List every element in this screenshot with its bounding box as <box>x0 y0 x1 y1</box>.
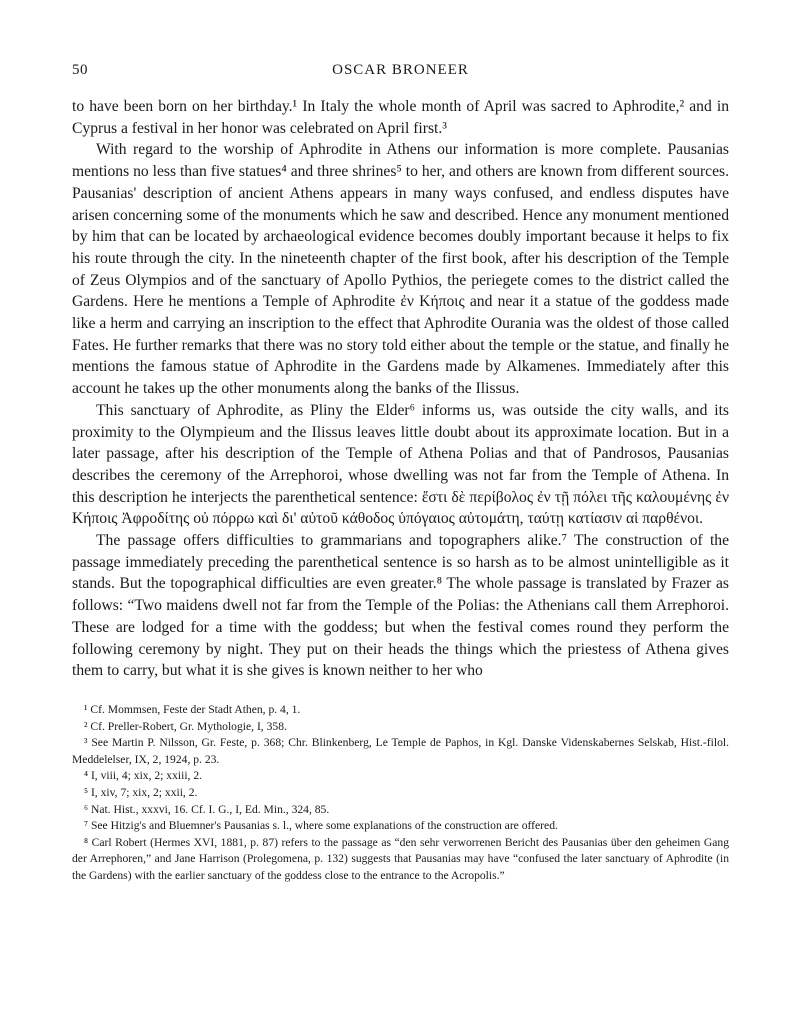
page-header <box>72 62 729 84</box>
footnote-4: ⁴ I, viii, 4; xix, 2; xxiii, 2. <box>84 769 203 783</box>
footnote-2: ² Cf. Preller-Robert, Gr. Mythologie, I, 358. <box>84 719 287 733</box>
paragraph-4: The passage offers difficulties to grammarians and topographers alike.⁷ The construction of the passage immediately preceding the parenthetical sentence is so harsh as to be almost unintelligible as it stands. But the topographical difficulties are even greater.⁸ The whole passage is translated by Frazer as follows: “Two maidens dwell not far from the Temple of the Polias: the Athenians call them Arrephoroi. These are lodged for a time with the goddess; but when the festival comes round they perform the following ceremony by night. They put on their heads the things which the priestess of Athena gives them to carry, but what it is she gives is known neither to her who <box>72 532 729 680</box>
body-text <box>72 96 729 682</box>
page <box>72 62 729 885</box>
paragraph-1: to have been born on her birthday.¹ In Italy the whole month of April was sacred to Aphrodite,² and in Cyprus a festival in her honor was celebrated on April first.³ <box>72 98 729 137</box>
paragraph-3: This sanctuary of Aphrodite, as Pliny the Elder⁶ informs us, was outside the city walls, and its proximity to the Olympieum and the Ilissus leaves little doubt about its approximate location. But in a later passage, after his description of the Temple of Athena Polias and that of Pandrosos, Pausanias describes the ceremony of the Arrephoroi, whose dwelling was not far from the Temple of Athena. In this description he interjects the parenthetical sentence: ἔστι δὲ περίβολος ἐν τῇ πόλει τῆς καλουμένης ἐν Κήποις Ἀφροδίτης οὐ πόρρω καὶ δι' αὐτοῦ κάθοδος ὑπόγαιος αὐτομάτη, ταύτῃ κατίασιν αἱ παρθένοι. <box>72 401 729 528</box>
footnote-6: ⁶ Nat. Hist., xxxvi, 16. Cf. I. G., I, Ed. Min., 324, 85. <box>84 802 330 816</box>
paragraph-2: With regard to the worship of Aphrodite in Athens our information is more complete. Pausanias mentions no less than five statues⁴ and three shrines⁵ to her, and others are known from different sources. Pausanias' description of ancient Athens appears in many ways confused, and endless disputes have arisen concerning some of the monuments which he saw and described. Hence any monument mentioned by him that can be located by archaeological evidence becomes doubly important because it helps to fix his route through the city. In the nineteenth chapter of the first book, after his description of the Temple of Zeus Olympios and of the sanctuary of Apollo Pythios, the periegete comes to the district called the Gardens. Here he mentions a Temple of Aphrodite ἐν Κήποις and near it a statue of the goddess made like a herm and carrying an inscription to the effect that Aphrodite Ourania was the oldest of those called Fates. He further remarks that there was no story told either about the temple or the statue, and finally he mentions the famous statue of Aphrodite in the Gardens made by Alkamenes. Immediately after this account he takes up the other monuments along the banks of the Ilissus. <box>72 141 729 398</box>
footnote-3: ³ See Martin P. Nilsson, Gr. Feste, p. 368; Chr. Blinkenberg, Le Temple de Paphos, in Kgl. Danske Videnskabernes Selskab, Hist.-filol. Meddelelser, IX, 2, 1924, p. 23. <box>72 736 729 766</box>
footnote-5: ⁵ I, xiv, 7; xix, 2; xxii, 2. <box>84 785 198 799</box>
footnote-7: ⁷ See Hitzig's and Bluemner's Pausanias s. l., where some explanations of the construction are offered. <box>84 819 558 833</box>
footnote-8: ⁸ Carl Robert (Hermes XVI, 1881, p. 87) refers to the passage as “den sehr verworrenen Bericht des Pausanias über den geheimen Gang der Arrephoren,” and Jane Harrison (Prolegomena, p. 132) suggests that Pausanias may have “confused the later sanctuary of Aphrodite (in the Gardens) with the earlier sanctuary of the goddess close to the entrance to the Acropolis.” <box>72 835 729 882</box>
footnotes <box>72 702 729 885</box>
page-number: 50 <box>72 62 88 78</box>
running-head: OSCAR BRONEER <box>332 62 469 78</box>
footnote-1: ¹ Cf. Mommsen, Feste der Stadt Athen, p. 4, 1. <box>84 702 301 716</box>
